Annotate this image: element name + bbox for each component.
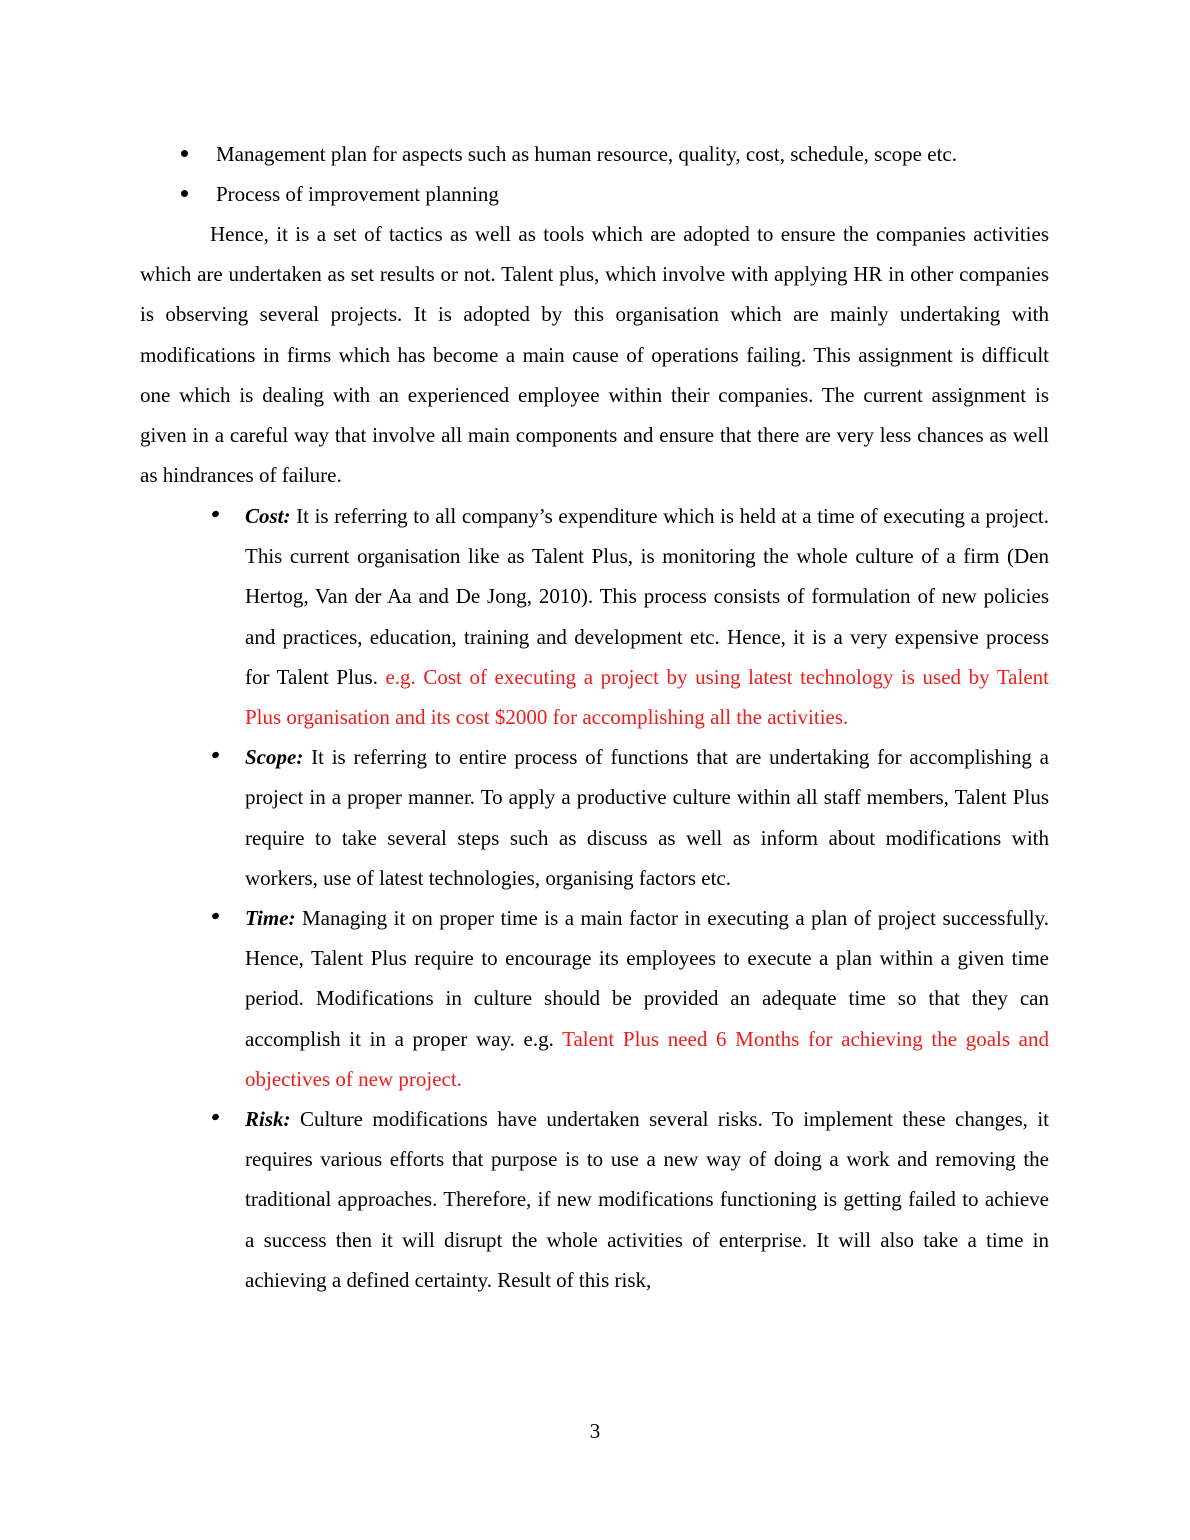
list-item-scope bbox=[208, 737, 1049, 898]
time-term: Time: bbox=[245, 906, 296, 931]
bullet-icon bbox=[211, 751, 220, 760]
page-number: 3 bbox=[589, 1419, 601, 1443]
list-item bbox=[178, 134, 1058, 174]
cost-text: It is referring to all company’s expenditure which is held at a time of executing a project. This current organisation like as Talent Plus, is monitoring the whole culture of a firm (Den Hertog, Van der Aa and De Jong, 2010). This process consists of formulation of new policies and practices, education, training and development etc. Hence, it is a very expensive process for Talent Plus. bbox=[245, 504, 1049, 689]
top-bullet-list bbox=[178, 134, 1058, 214]
scope-term: Scope: bbox=[245, 745, 304, 770]
list-item-time bbox=[208, 898, 1049, 1099]
list-item-cost bbox=[208, 496, 1049, 737]
time-example: Talent Plus need 6 Months for achieving the goals and objectives of new project. bbox=[245, 1026, 1049, 1091]
scope-text: It is referring to entire process of functions that are undertaking for accomplishing a project in a proper manner. To apply a productive culture within all staff members, Talent Plus require to take several steps such as discuss as well as inform about modifications with workers, use of latest technologies, organising factors etc. bbox=[245, 745, 1049, 890]
risk-text: Culture modifications have undertaken several risks. To implement these changes, it requires various efforts that purpose is to use a new way of doing a work and removing the traditional approaches. Therefore, if new modifications functioning is getting failed to achieve a success then it will disrupt the whole activities of enterprise. It will also take a time in achieving a defined certainty. Result of this risk, bbox=[245, 1107, 1049, 1292]
cost-term: Cost: bbox=[245, 504, 291, 528]
bullet-icon bbox=[181, 150, 188, 157]
project-aspects-list bbox=[208, 496, 1049, 1300]
bullet-icon bbox=[211, 1113, 220, 1122]
list-item-risk bbox=[208, 1099, 1049, 1300]
cost-example: e.g. Cost of executing a project by using latest technology is used by Talent Plus organisation and its cost $2000 for accomplishing all the activities. bbox=[245, 664, 1049, 730]
time-text: Managing it on proper time is a main factor in executing a plan of project successfully. Hence, Talent Plus require to encourage its employees to execute a plan within a given time period. Modifications in culture should be provided an adequate time so that they can accomplish it in a proper way. e.g. bbox=[245, 906, 1049, 1051]
bullet-icon bbox=[211, 510, 220, 519]
body-paragraph: Hence, it is a set of tactics as well as tools which are adopted to ensure the companies activities which are undertaken as set results or not. Talent plus, which involve with applying HR in other companies is observing several projects. It is adopted by this organisation which are mainly undertaking with modifications in firms which has become a main cause of operations failing. This assignment is difficult one which is dealing with an experienced employee within their companies. The current assignment is given in a careful way that involve all main components and ensure that there are very less chances as well as hindrances of failure. bbox=[140, 222, 1049, 488]
list-item bbox=[178, 174, 1058, 214]
list-item-text: Process of improvement planning bbox=[216, 182, 499, 206]
risk-term: Risk: bbox=[245, 1107, 291, 1132]
bullet-icon bbox=[211, 912, 220, 921]
bullet-icon bbox=[181, 190, 188, 197]
list-item-text: Management plan for aspects such as human resource, quality, cost, schedule, scope etc. bbox=[216, 142, 957, 166]
